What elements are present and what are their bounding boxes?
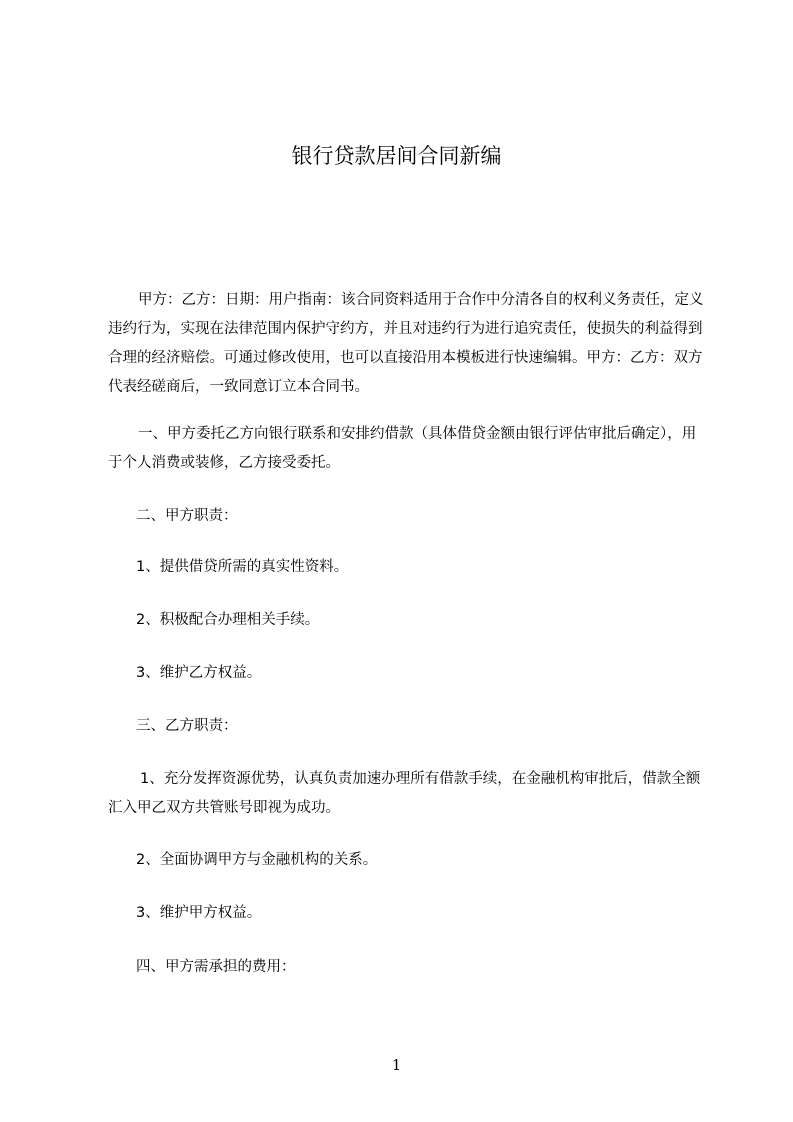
section-2-heading: 二、甲方职责： <box>136 508 238 524</box>
page-number: 1 <box>391 1056 402 1074</box>
section-2-item-1: 1、提供借贷所需的真实性资料。 <box>136 559 349 575</box>
section-3-item-2: 2、全面协调甲方与金融机构的关系。 <box>136 852 378 868</box>
intro-paragraph: 甲方：乙方：日期：用户指南：该合同资料适用于合作中分清各自的权利义务责任，定义违约行为，实现在法律范围内保护守约方，并且对违约行为进行追究责任，使损失的利益得到合理的经济赔偿。可通过修改使用，也可以直接沿用本模板进行快速编辑。甲方：乙方：双方代表经磋商后，一致同意订立本合同书。 <box>108 292 704 395</box>
section-2-item-3: 3、维护乙方权益。 <box>136 665 262 681</box>
section-2-item-2: 2、积极配合办理相关手续。 <box>136 612 320 628</box>
section-3-heading: 三、乙方职责： <box>136 718 238 734</box>
clause-1: 一、甲方委托乙方向银行联系和安排约借款（具体借贷金额由银行评估审批后确定），用于个人消费或装修，乙方接受委托。 <box>108 426 697 471</box>
section-3-item-3: 3、维护甲方权益。 <box>136 905 262 921</box>
document-title: 银行贷款居间合同新编 <box>291 144 502 168</box>
section-3-item-1: 1、充分发挥资源优势，认真负责加速办理所有借款手续，在金融机构审批后，借款全额汇入甲乙双方共管账号即视为成功。 <box>108 771 701 816</box>
section-4-heading: 四、甲方需承担的费用： <box>136 959 296 975</box>
